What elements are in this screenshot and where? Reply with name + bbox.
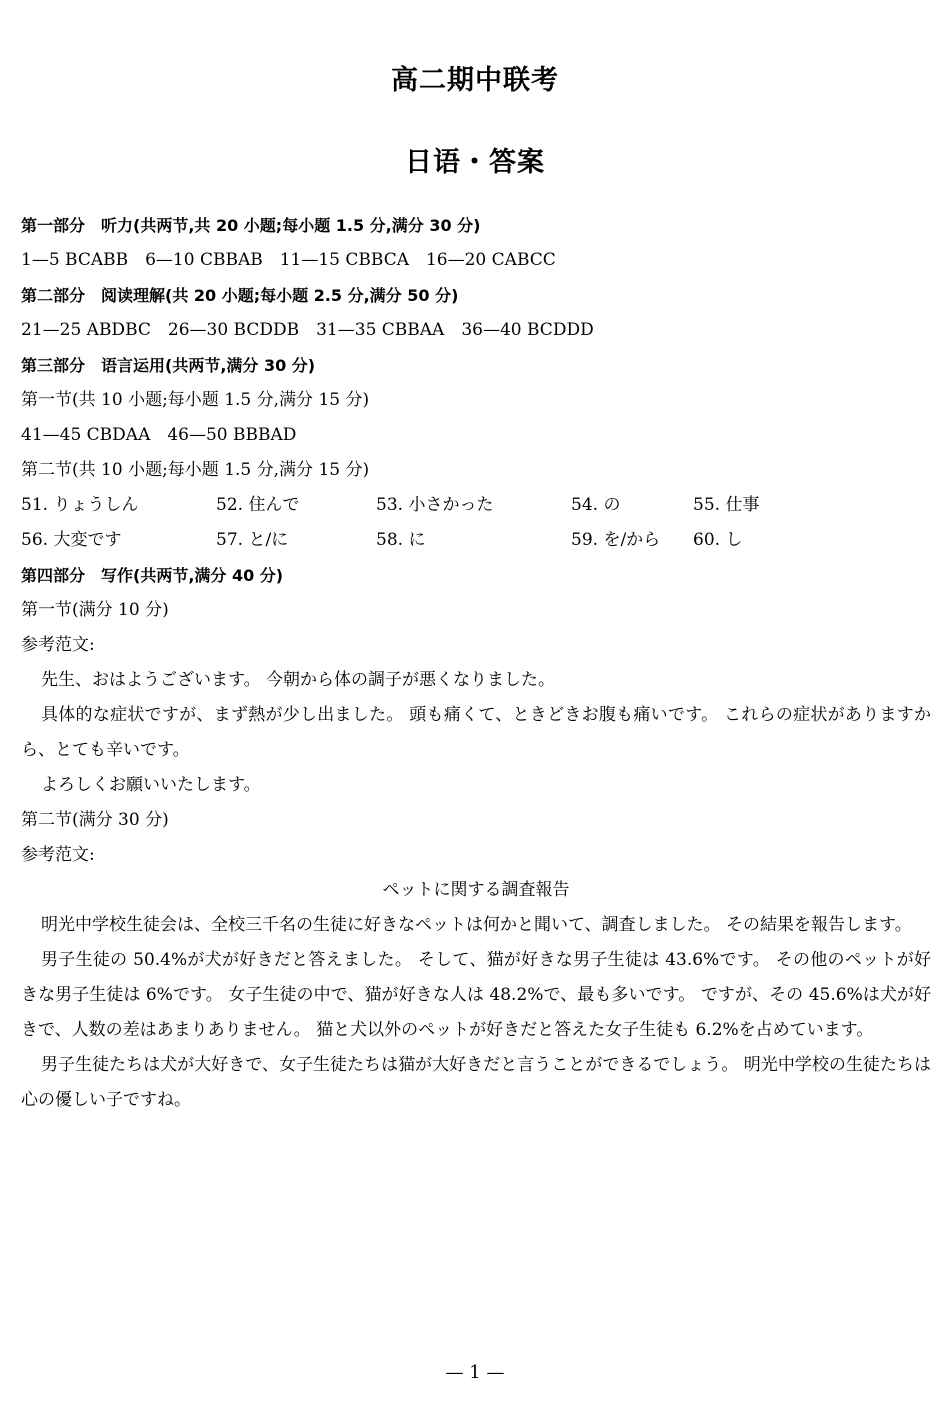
essay2-paragraph: 明光中学校生徒会は、全校三千名の生徒に好きなペットは何かと聞いて、調査しました。 その結果を報告します。 [41, 915, 912, 935]
page-subtitle: 日语・答案 [405, 147, 545, 178]
fill-answer-54: 54. の [571, 495, 621, 515]
fill-answer-55: 55. 仕事 [693, 495, 760, 515]
fill-answers-row [21, 523, 931, 558]
part3-heading: 第三部分 语言运用(共两节,满分 30 分) [21, 356, 316, 375]
part3-section2-heading: 第二节(共 10 小题;每小题 1.5 分,满分 15 分) [21, 460, 370, 480]
fill-answer-53: 53. 小さかった [376, 495, 494, 515]
fill-answers-row [21, 488, 931, 523]
sample-essay-label: 参考范文: [21, 635, 95, 655]
part4-heading: 第四部分 写作(共两节,满分 40 分) [21, 566, 284, 585]
fill-answer-51: 51. りょうしん [21, 495, 139, 515]
page-title: 高二期中联考 [391, 65, 559, 96]
part1-heading: 第一部分 听力(共两节,共 20 小题;每小题 1.5 分,满分 30 分) [21, 216, 481, 235]
part2-heading: 第二部分 阅读理解(共 20 小题;每小题 2.5 分,满分 50 分) [21, 286, 459, 305]
essay2-paragraph: 男子生徒たちは犬が大好きで、女子生徒たちは猫が大好きだと言うことができるでしょう。 明光中学校の生徒たちは心の優しい子ですね。 [21, 1055, 931, 1110]
part3-section1-heading: 第一节(共 10 小题;每小题 1.5 分,满分 15 分) [21, 390, 370, 410]
essay2-paragraph: 男子生徒の 50.4%が犬が好きだと答えました。 そして、猫が好きな男子生徒は 43.6%です。 その他のペットが好きな男子生徒は 6%です。 女子生徒の中で、猫が好きな人は 48.2%で、最も多いです。 ですが、その 45.6%は犬が好きで、人数の差はあまりありません。 猫と犬以外のペットが好きだと答えた女子生徒も 6.2%を占めています。 [21, 950, 931, 1040]
fill-answer-60: 60. し [693, 530, 743, 550]
fill-answer-57: 57. と/に [216, 530, 289, 550]
part4-section1-heading: 第一节(满分 10 分) [21, 600, 169, 620]
essay1-paragraph: 先生、おはようございます。 今朝から体の調子が悪くなりました。 [41, 670, 556, 690]
part2-answers: 21—25 ABDBC 26—30 BCDDB 31—35 CBBAA 36—40 BCDDD [21, 320, 594, 340]
page-number: — 1 — [445, 1362, 505, 1383]
answer-content [21, 208, 931, 1118]
essay1-paragraph: よろしくお願いいたします。 [41, 775, 261, 795]
fill-answer-52: 52. 住んで [216, 495, 300, 515]
essay2-title: ペットに関する調査報告 [382, 880, 570, 900]
part1-answers: 1—5 BCABB 6—10 CBBAB 11—15 CBBCA 16—20 CABCC [21, 250, 556, 270]
fill-answer-59: 59. を/から [571, 530, 661, 550]
essay1-paragraph: 具体的な症状ですが、まず熱が少し出ました。 頭も痛くて、ときどきお腹も痛いです。 これらの症状がありますから、とても辛いです。 [21, 705, 931, 760]
fill-answer-56: 56. 大変です [21, 530, 122, 550]
sample-essay-label: 参考范文: [21, 845, 95, 865]
part4-section2-heading: 第二节(满分 30 分) [21, 810, 169, 830]
fill-answer-58: 58. に [376, 530, 426, 550]
part3-section1-answers: 41—45 CBDAA 46—50 BBBAD [21, 425, 297, 445]
